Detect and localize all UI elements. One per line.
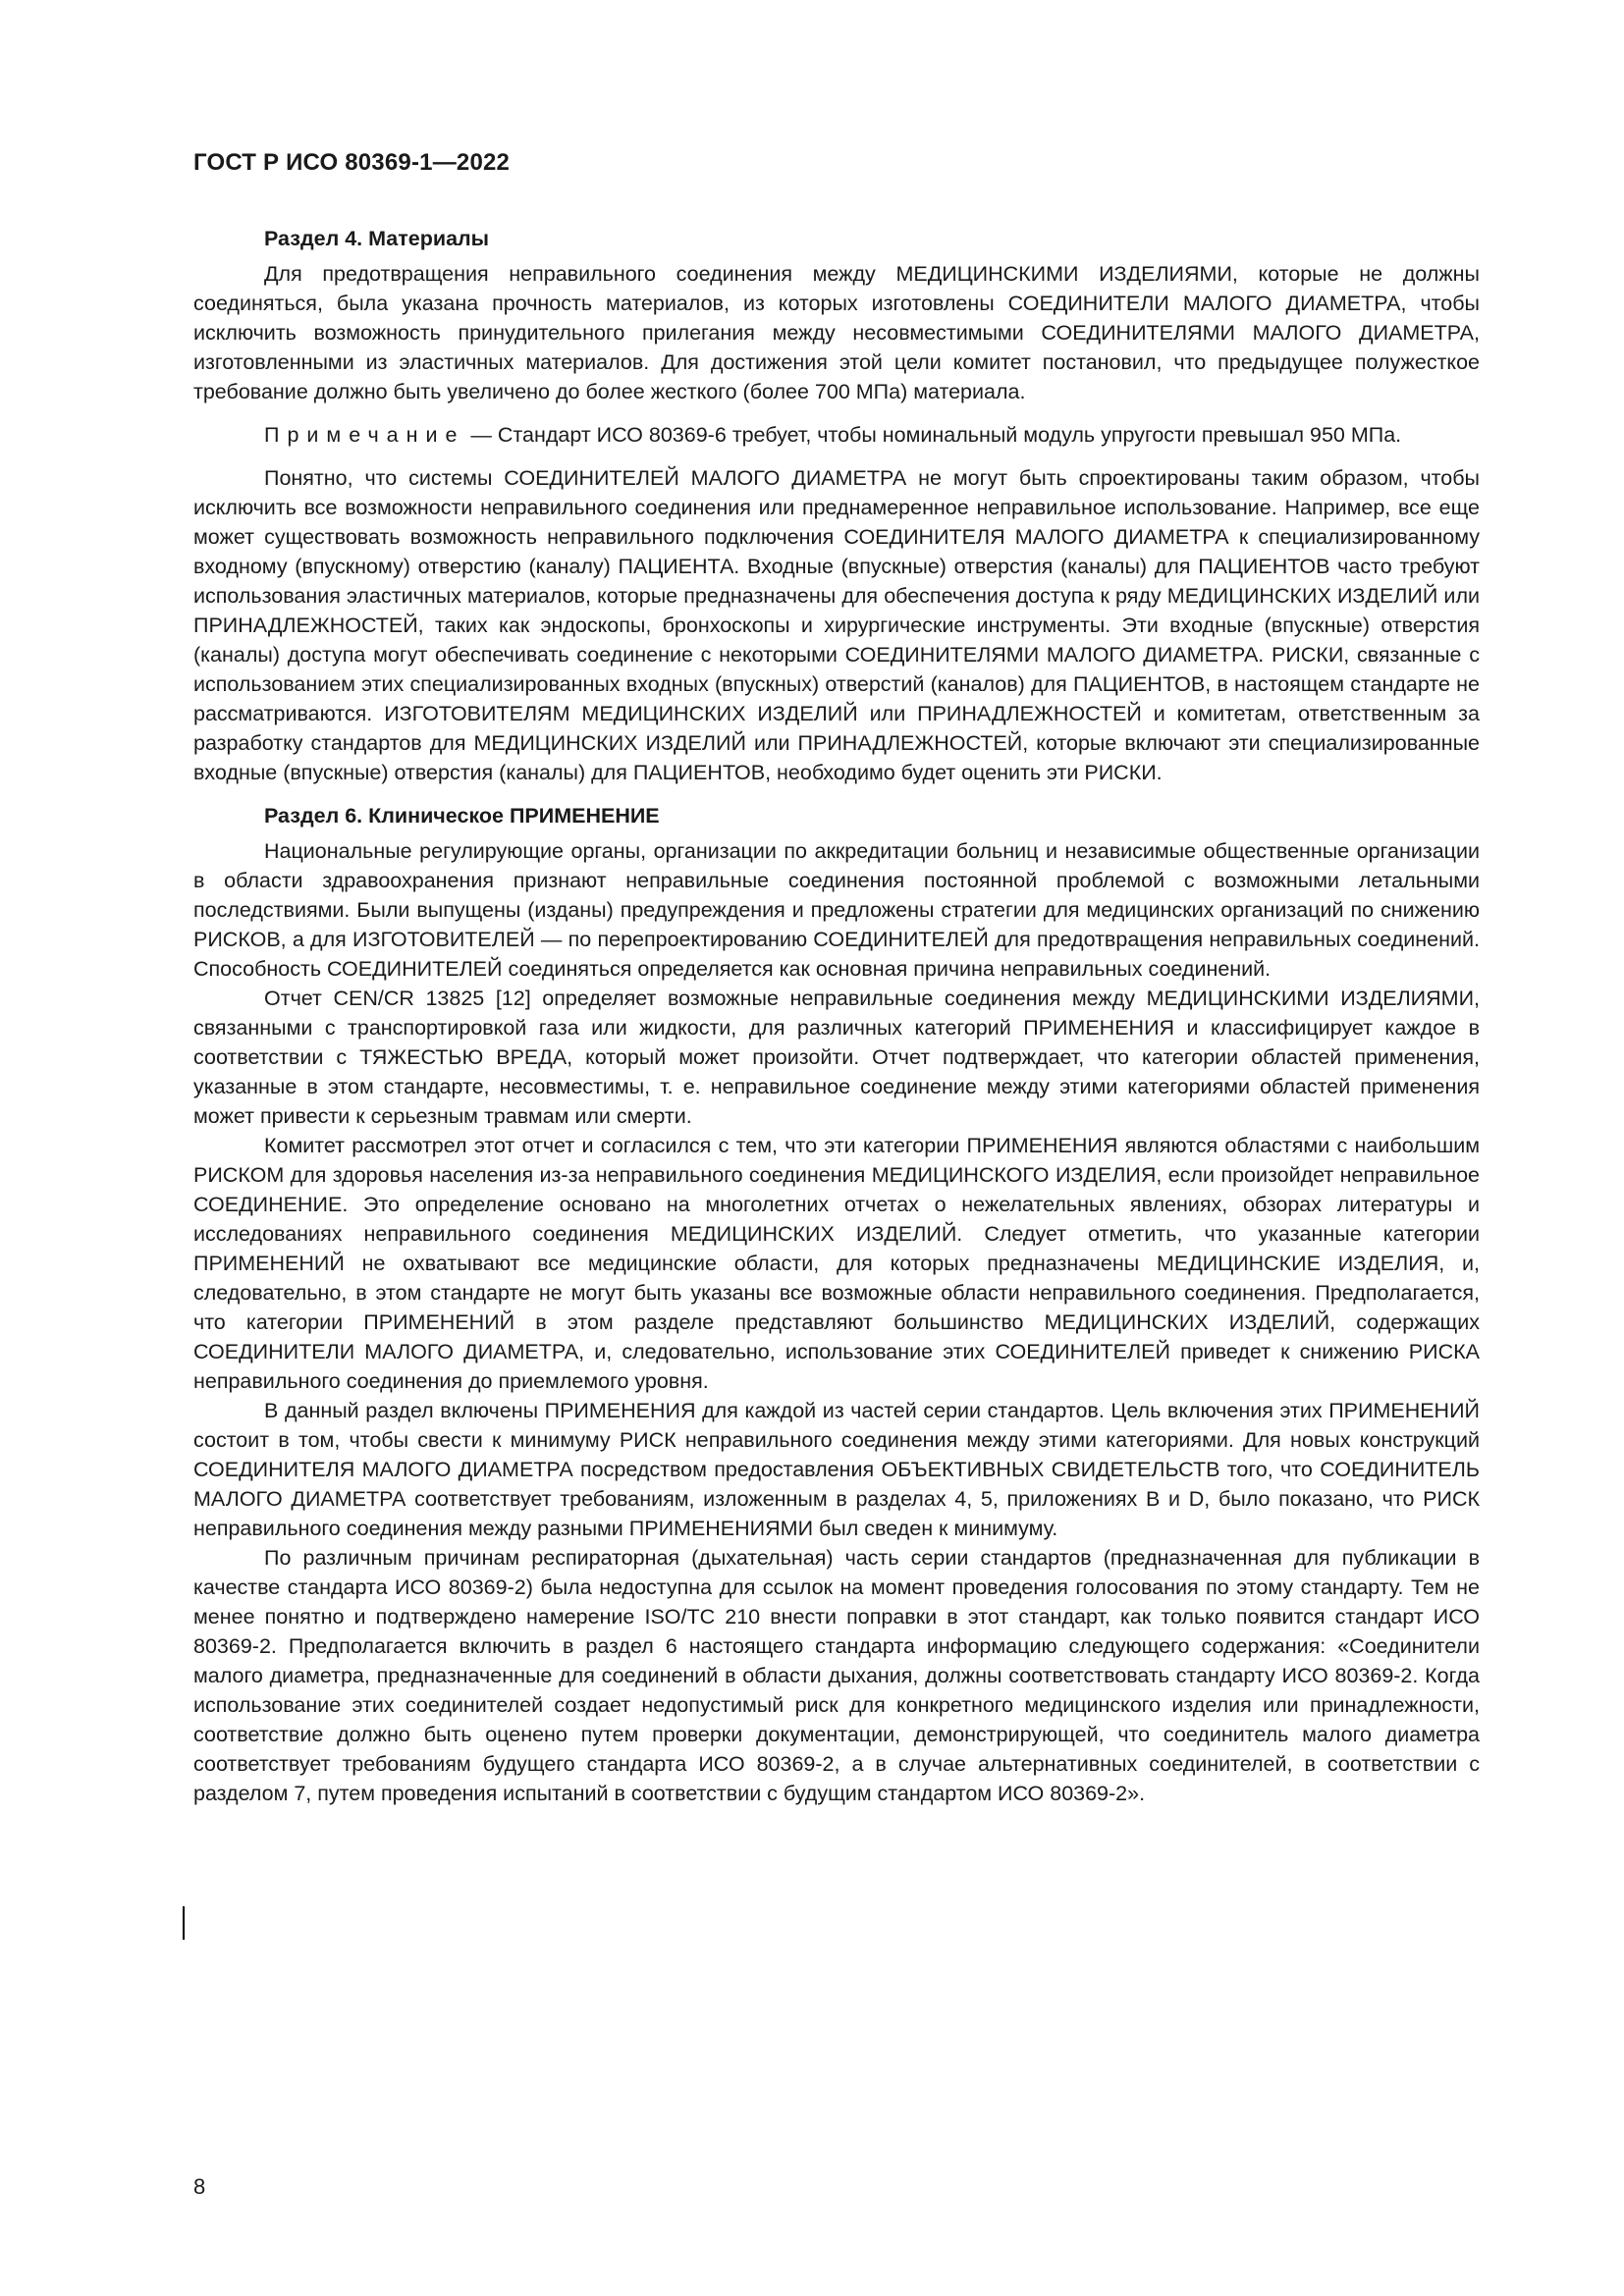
revision-marker-bar [183, 1906, 185, 1940]
page-body [193, 224, 1480, 1808]
note-text: — Стандарт ИСО 80369-6 требует, чтобы номинальный модуль упругости превышал 950 МПа. [464, 423, 1402, 447]
section-4-title: Раздел 4. Материалы [264, 227, 490, 250]
note-label: Примечание [264, 423, 465, 447]
section-4-paragraph-1: Для предотвращения неправильного соединения между МЕДИЦИНСКИМИ ИЗДЕЛИЯМИ, которые не должны соединяться, была указана прочность материалов, из которых изготовлены СОЕДИНИТЕЛИ МАЛОГО ДИАМЕТРА, чтобы исключить возможность принудительного прилегания между несовместимыми СОЕДИНИТЕЛЯМИ МАЛОГО ДИАМЕТРА, изготовленными из эластичных материалов. Для достижения этой цели комитет постановил, что предыдущее полужесткое требование должно быть увеличено до более жесткого (более 700 МПа) материала. [193, 262, 1480, 403]
section-6-paragraph-3: Комитет рассмотрел этот отчет и согласился с тем, что эти категории ПРИМЕНЕНИЯ являются областями с наибольшим РИСКОМ для здоровья населения из-за неправильного соединения МЕДИЦИНСКОГО ИЗДЕЛИЯ, если произойдет неправильное СОЕДИНЕНИЕ. Это определение основано на многолетних отчетах о нежелательных явлениях, обзорах литературы и исследованиях неправильного соединения МЕДИЦИНСКИХ ИЗДЕЛИЙ. Следует отметить, что указанные категории ПРИМЕНЕНИЙ не охватывают все медицинские области, для которых предназначены МЕДИЦИНСКИЕ ИЗДЕЛИЯ, и, следовательно, в этом стандарте не могут быть указаны все возможные области неправильного соединения. Предполагается, что категории ПРИМЕНЕНИЙ в этом разделе представляют большинство МЕДИЦИНСКИХ ИЗДЕЛИЙ, содержащих СОЕДИНИТЕЛИ МАЛОГО ДИАМЕТРА, и, следовательно, использование этих СОЕДИНИТЕЛЕЙ приведет к снижению РИСКА неправильного соединения до приемлемого уровня. [193, 1134, 1480, 1393]
document-code-header: ГОСТ Р ИСО 80369-1—2022 [193, 149, 511, 176]
section-6-paragraph-5: По различным причинам респираторная (дыхательная) часть серии стандартов (предназначенная для публикации в качестве стандарта ИСО 80369-2) была недоступна для ссылок на момент проведения голосования по этому стандарту. Тем не менее понятно и подтверждено намерение ISO/TC 210 внести поправки в этот стандарт, как только появится стандарт ИСО 80369-2. Предполагается включить в раздел 6 настоящего стандарта информацию следующего содержания: «Соединители малого диаметра, предназначенные для соединений в области дыхания, должны соответствовать стандарту ИСО 80369-2. Когда использование этих соединителей создает недопустимый риск для конкретного медицинского изделия или принадлежности, соответствие должно быть оценено путем проверки документации, демонстрирующей, что соединитель малого диаметра соответствует требованиям будущего стандарта ИСО 80369-2, а в случае альтернативных соединителей, в соответствии с разделом 7, путем проведения испытаний в соответствии с будущим стандартом ИСО 80369-2». [193, 1546, 1480, 1805]
page-number: 8 [193, 2174, 206, 2199]
section-6-paragraph-1: Национальные регулирующие органы, организации по аккредитации больниц и независимые общественные организации в области здравоохранения признают неправильные соединения постоянной проблемой с возможными летальными последствиями. Были выпущены (изданы) предупреждения и предложены стратегии для медицинских организаций по снижению РИСКОВ, а для ИЗГОТОВИТЕЛЕЙ — по перепроектированию СОЕДИНИТЕЛЕЙ для предотвращения неправильных соединений. Способность СОЕДИНИТЕЛЕЙ соединяться определяется как основная причина неправильных соединений. [193, 839, 1480, 981]
section-6-paragraph-4: В данный раздел включены ПРИМЕНЕНИЯ для каждой из частей серии стандартов. Цель включения этих ПРИМЕНЕНИЙ состоит в том, чтобы свести к минимуму РИСК неправильного соединения между этими категориями. Для новых конструкций СОЕДИНИТЕЛЯ МАЛОГО ДИАМЕТРА посредством предоставления ОБЪЕКТИВНЫХ СВИДЕТЕЛЬСТВ того, что СОЕДИНИТЕЛЬ МАЛОГО ДИАМЕТРА соответствует требованиям, изложенным в разделах 4, 5, приложениях B и D, было показано, что РИСК неправильного соединения между разными ПРИМЕНЕНИЯМИ был сведен к минимуму. [193, 1399, 1480, 1540]
section-4-note [193, 420, 1480, 450]
section-6-title: Раздел 6. Клиническое ПРИМЕНЕНИЕ [264, 804, 660, 828]
section-4-paragraph-2: Понятно, что системы СОЕДИНИТЕЛЕЙ МАЛОГО ДИАМЕТРА не могут быть спроектированы таким образом, чтобы исключить все возможности неправильного соединения или преднамеренное неправильное использование. Например, все еще может существовать возможность неправильного подключения СОЕДИНИТЕЛЯ МАЛОГО ДИАМЕТРА к специализированному входному (впускному) отверстию (каналу) ПАЦИЕНТА. Входные (впускные) отверстия (каналы) для ПАЦИЕНТОВ часто требуют использования эластичных материалов, которые предназначены для обеспечения доступа к ряду МЕДИЦИНСКИХ ИЗДЕЛИЙ или ПРИНАДЛЕЖНОСТЕЙ, таких как эндоскопы, бронхоскопы и хирургические инструменты. Эти входные (впускные) отверстия (каналы) доступа могут обеспечивать соединение с некоторыми СОЕДИНИТЕЛЯМИ МАЛОГО ДИАМЕТРА. РИСКИ, связанные с использованием этих специализированных входных (впускных) отверстий (каналов) для ПАЦИЕНТОВ, в настоящем стандарте не рассматриваются. ИЗГОТОВИТЕЛЯМ МЕДИЦИНСКИХ ИЗДЕЛИЙ или ПРИНАДЛЕЖНОСТЕЙ и комитетам, ответственным за разработку стандартов для МЕДИЦИНСКИХ ИЗДЕЛИЙ или ПРИНАДЛЕЖНОСТЕЙ, которые включают эти специализированные входные (впускные) отверстия (каналы) для ПАЦИЕНТОВ, необходимо будет оценить эти РИСКИ. [193, 466, 1480, 784]
section-6-paragraph-2: Отчет CEN/CR 13825 [12] определяет возможные неправильные соединения между МЕДИЦИНСКИМИ ИЗДЕЛИЯМИ, связанными с транспортировкой газа или жидкости, для различных категорий ПРИМЕНЕНИЯ и классифицирует каждое в соответствии с ТЯЖЕСТЬЮ ВРЕДА, который может произойти. Отчет подтверждает, что категории областей применения, указанные в этом стандарте, несовместимы, т. е. неправильное соединение между этими категориями областей применения может привести к серьезным травмам или смерти. [193, 987, 1480, 1128]
